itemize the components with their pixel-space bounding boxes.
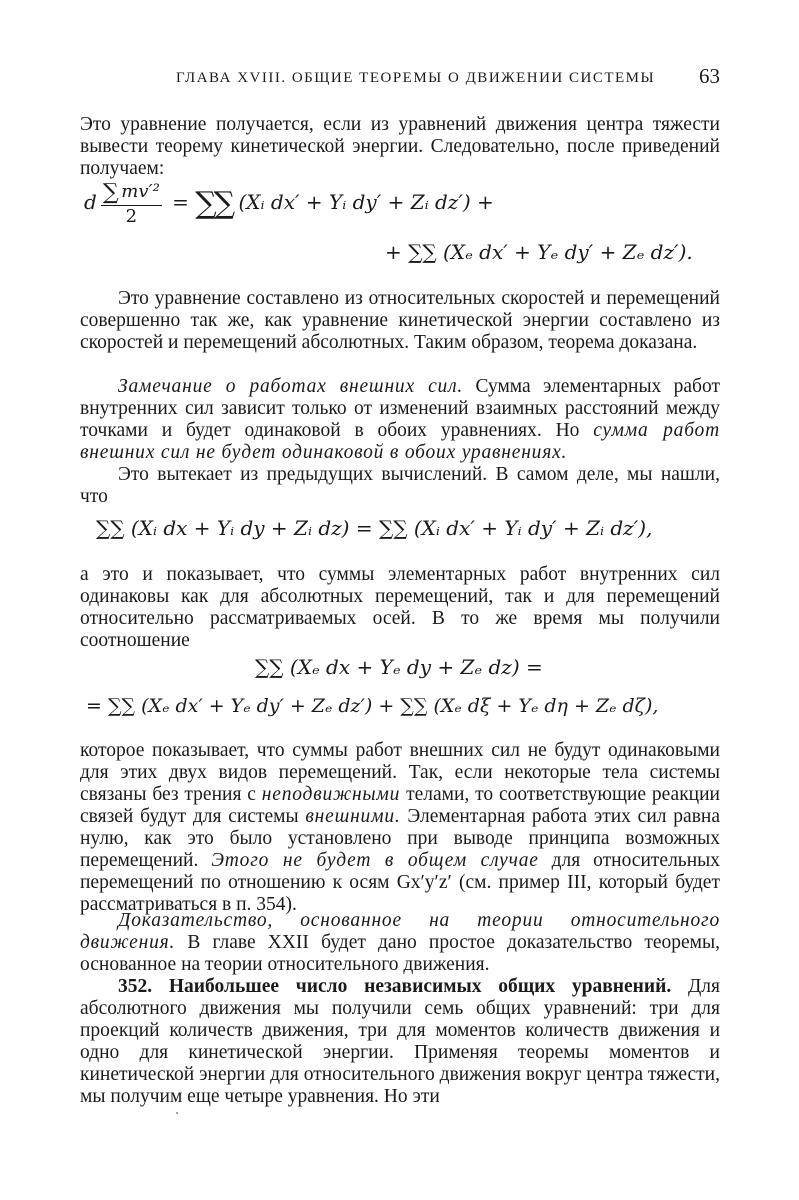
equation-1-line-1: d $\frac{\text{∑ mv′²}}{2}$ = ∑∑ (Xᵢ dx′ + Yᵢ dy′ + Zᵢ dz′) + (84, 180, 494, 227)
eq1-fraction: $\frac{\text{∑ mv′²}}{2}$ (102, 180, 160, 227)
paragraph-8: 352. Наибольшее число независимых общих уравнений. Для абсолютного движения мы получили семь общих уравнений: три для проекций количеств движения, три для моментов количеств движения и одно для кинетической энергии. Применяя теоремы моментов и кинетической энергии для относительного движения вокруг центра тяжести, мы получим еще четыре уравнения. Но эти (80, 976, 720, 1107)
page-number: 63 (699, 64, 720, 88)
running-title: ГЛАВА XVIII. ОБЩИЕ ТЕОРЕМЫ О ДВИЖЕНИИ СИСТЕМЫ (176, 70, 656, 86)
paragraph-3: Замечание о работах внешних сил. Сумма элементарных работ внутренних сил зависит только от изменений взаимных расстояний между точками и будет одинаковой в обоих уравнениях. Но сумма работ внешних сил не будет одинаковой в обоих уравнениях. (80, 376, 720, 463)
equation-3-line-1: ∑∑ (Xₑ dx + Yₑ dy + Zₑ dz) = (255, 655, 543, 679)
paragraph-6: которое показывает, что суммы работ внешних сил не будут одинаковыми для этих двух видов перемещений. Так, если некоторые тела системы связаны без трения с неподвижными телами, то соответствующие реакции связей будут для системы внешними. Элементарная работа этих сил равна нулю, как это было установлено при выводе принципа возможных перемещений. Этого не будет в общем случае для относительных перемещений по отношению к осям Gx′y′z′ (см. пример III, который будет рассматриваться в п. 354). (80, 740, 720, 915)
eq1-numerator: mv′² (121, 181, 160, 202)
paragraph-7: Доказательство, основанное на теории относительного движения. В главе XXII будет дано простое доказательство теоремы, основанное на теории относительного движения. (80, 910, 720, 975)
paragraph-2: Это уравнение составлено из относительных скоростей и перемещений совершенно так же, как уравнение кинетической энергии составлено из скоростей и перемещений абсолютных. Таким образом, теорема доказана. (80, 288, 720, 353)
print-speck (176, 1112, 178, 1114)
remark-emphasis: сумма работ внешних сил не будет одинаковой в обоих уравнениях. (80, 420, 720, 463)
equation-2: ∑∑ (Xᵢ dx + Yᵢ dy + Zᵢ dz) = ∑∑ (Xᵢ dx′ + Yᵢ dy′ + Zᵢ dz′), (96, 516, 653, 540)
proof-heading: Доказательство, основанное на теории относительного движения. (80, 910, 720, 953)
equation-1-line-2: + ∑∑ (Xₑ dx′ + Yₑ dy′ + Zₑ dz′). (385, 240, 693, 264)
paragraph-5: а это и показывает, что суммы элементарных работ внутренних сил одинаковы как для абсолютных перемещений, так и для перемещений относительно рассматриваемых осей. В то же время мы получили соотношение (80, 564, 720, 651)
paragraph-1: Это уравнение получается, если из уравнений движения центра тяжести вывести теорему кинетической энергии. Следовательно, после приведений получаем: (80, 114, 720, 179)
paragraph-4: Это вытекает из предыдущих вычислений. В самом деле, мы нашли, что (80, 464, 720, 507)
equation-3-line-2: = ∑∑ (Xₑ dx′ + Yₑ dy′ + Zₑ dz′) + ∑∑ (Xₑ dξ + Yₑ dη + Zₑ dζ), (86, 695, 659, 717)
section-352-heading: 352. Наибольшее число независимых общих уравнений. (118, 976, 672, 997)
remark-heading: Замечание о работах внешних сил. (118, 376, 464, 397)
eq1-d: d (84, 190, 97, 214)
eq1-denominator: 2 (125, 206, 138, 227)
eq1-rhs-1: (Xᵢ dx′ + Yᵢ dy′ + Zᵢ dz′) + (238, 190, 494, 214)
page-header (80, 64, 720, 94)
